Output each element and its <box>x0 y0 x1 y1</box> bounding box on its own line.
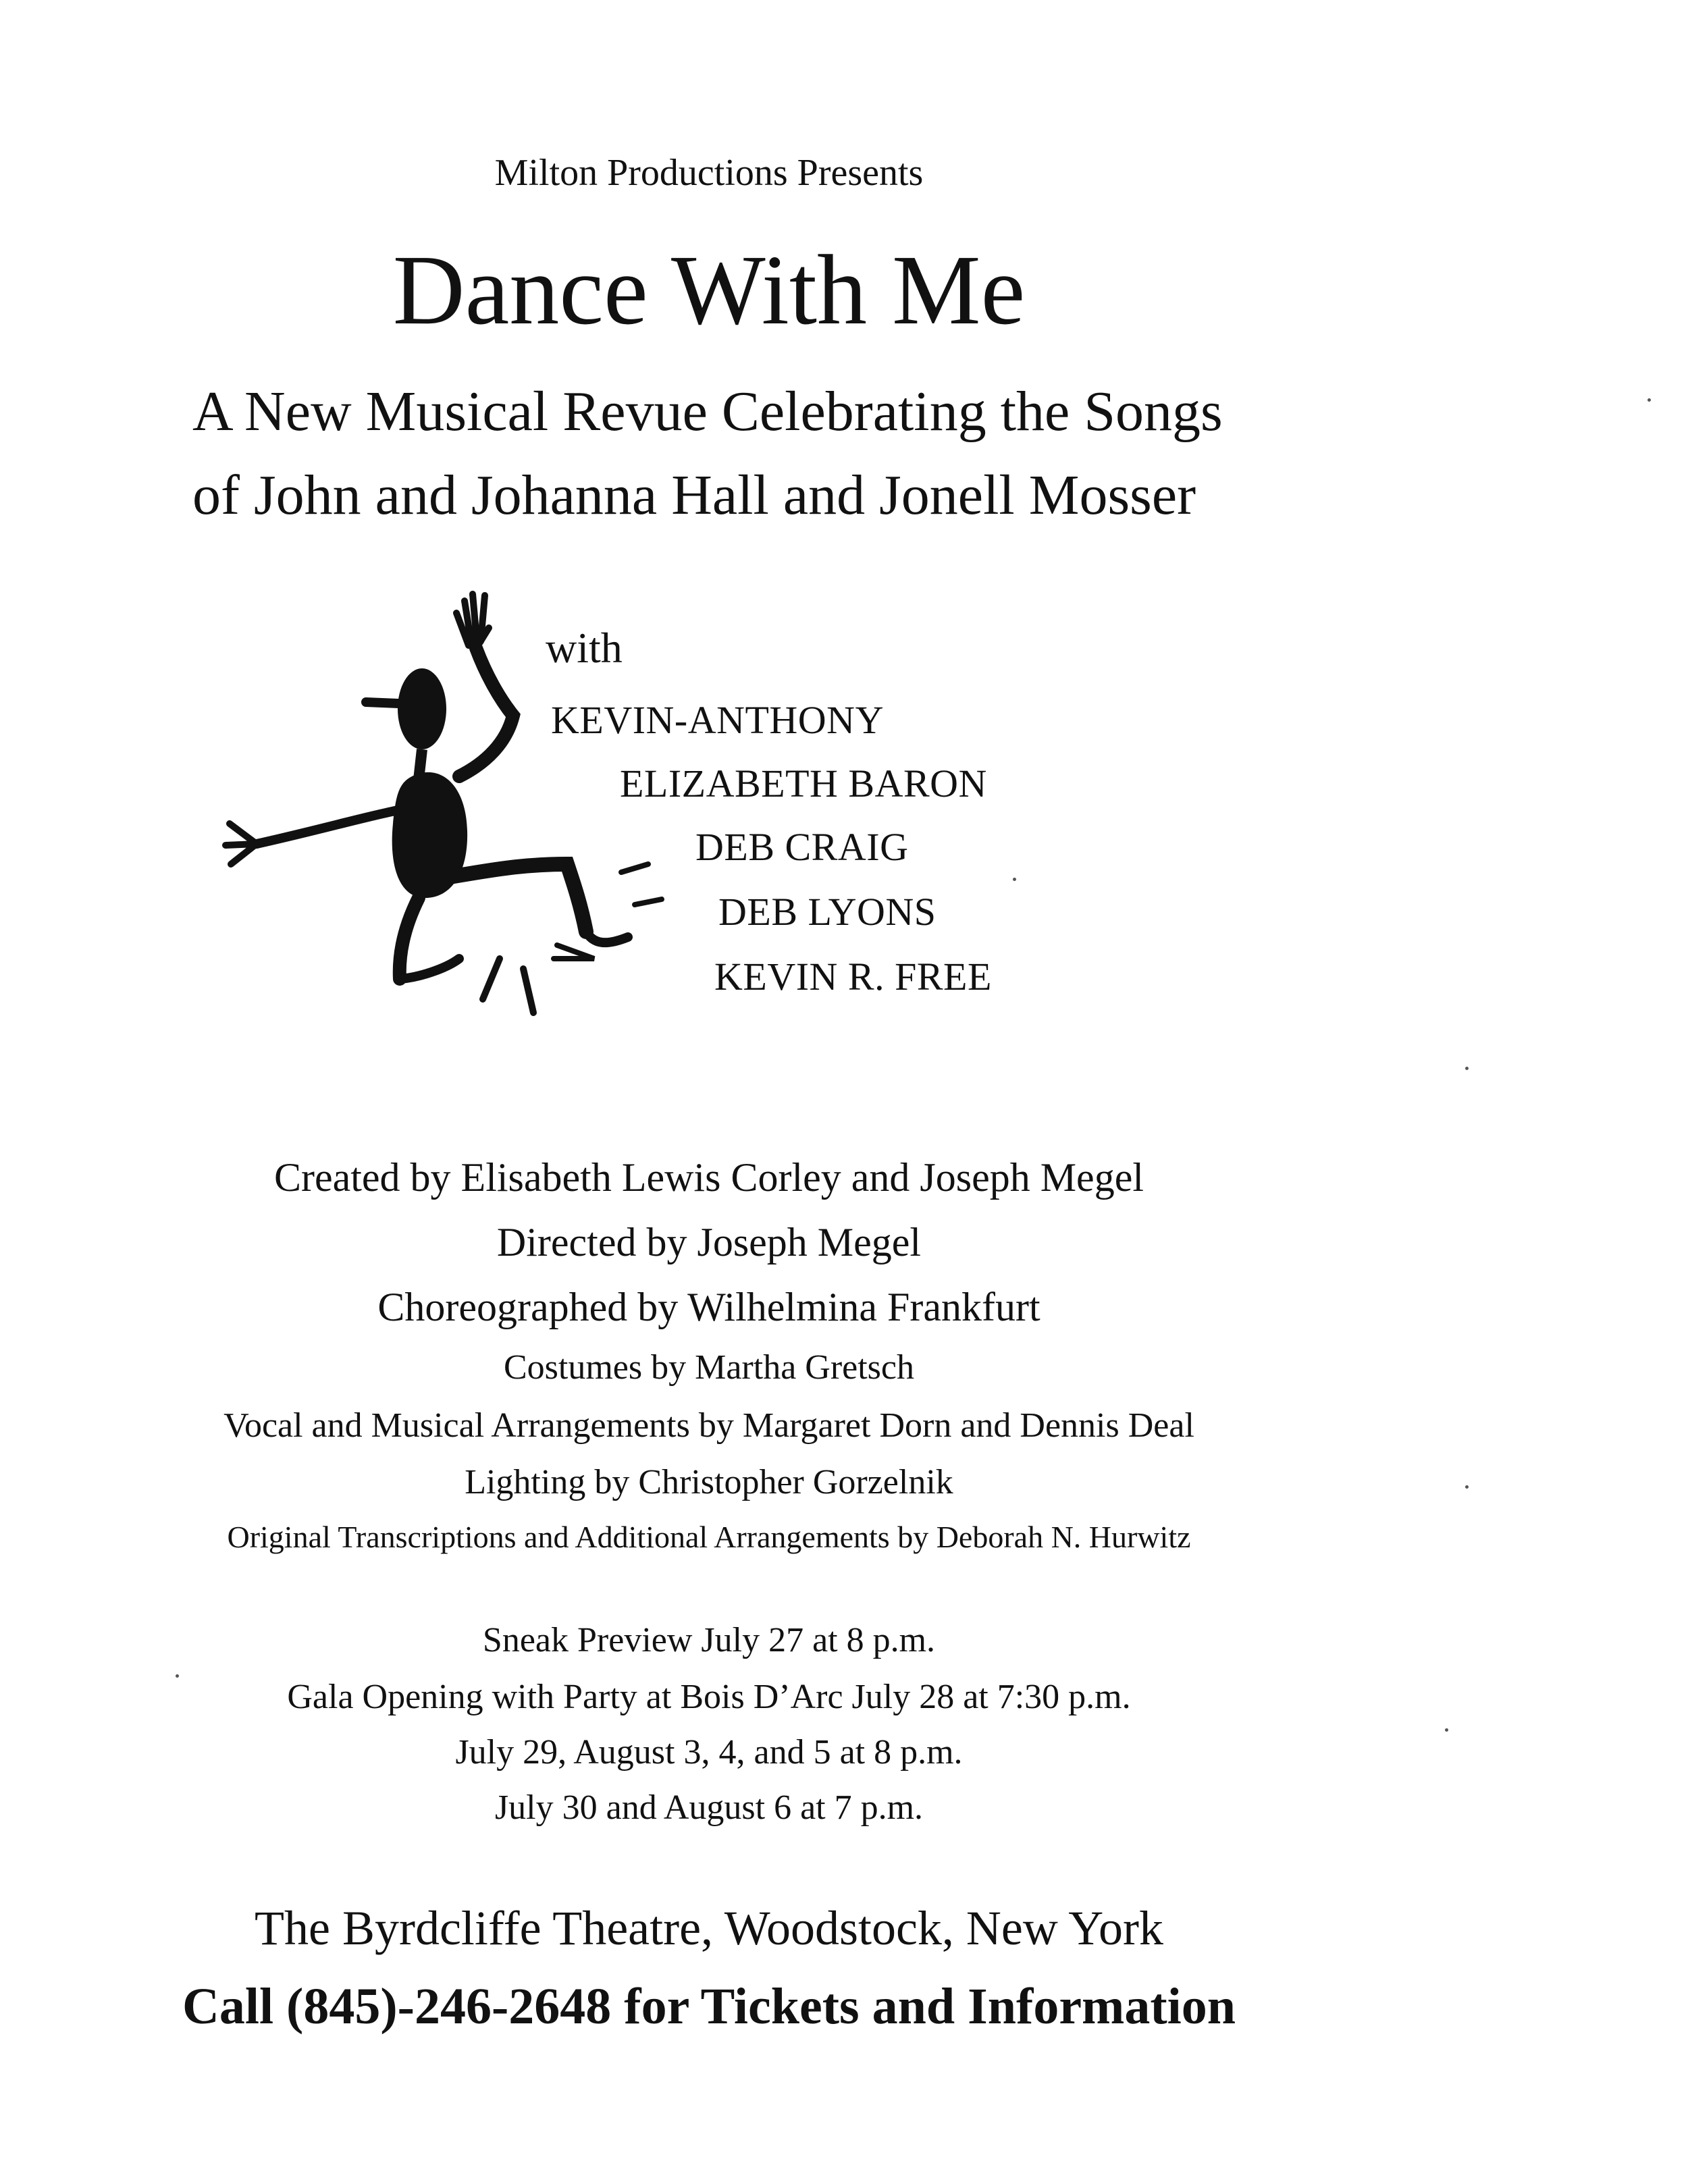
credit-line: Created by Elisabeth Lewis Corley and Joseph Megel <box>273 1155 1144 1200</box>
cast-member: KEVIN R. FREE <box>714 955 992 998</box>
venue-line: The Byrdcliffe Theatre, Woodstock, New York <box>255 1901 1163 1955</box>
scan-speck <box>1465 1067 1469 1070</box>
schedule-line: July 29, August 3, 4, and 5 at 8 p.m. <box>455 1733 963 1772</box>
cast-member: KEVIN-ANTHONY <box>551 698 884 742</box>
schedule-line: July 30 and August 6 at 7 p.m. <box>494 1788 924 1827</box>
ticket-call-line: Call (845)-246-2648 for Tickets and Information <box>182 1978 1236 2035</box>
scan-speck <box>1465 1485 1469 1489</box>
cast-member: ELIZABETH BARON <box>620 762 987 805</box>
show-title: Dance With Me <box>392 235 1026 346</box>
presenter-line: Milton Productions Presents <box>494 152 924 194</box>
subtitle-line-2: of John and Johanna Hall and Jonell Mosser <box>192 464 1196 527</box>
cast-member: DEB LYONS <box>718 890 937 934</box>
dancing-figure-icon <box>216 581 702 1053</box>
credit-line: Vocal and Musical Arrangements by Margaret Dorn and Dennis Deal <box>223 1406 1194 1445</box>
credit-line: Lighting by Christopher Gorzelnik <box>465 1463 953 1501</box>
schedule-line: Sneak Preview July 27 at 8 p.m. <box>482 1621 936 1659</box>
cast-member: DEB CRAIG <box>695 825 909 869</box>
scan-speck <box>1445 1728 1448 1732</box>
credit-line: Directed by Joseph Megel <box>496 1220 922 1264</box>
cast-label: with <box>546 624 623 672</box>
scan-speck <box>176 1674 179 1678</box>
credit-line: Original Transcriptions and Additional Arrangements by Deborah N. Hurwitz <box>227 1520 1191 1554</box>
scan-speck <box>1647 398 1651 402</box>
subtitle-line-1: A New Musical Revue Celebrating the Songs <box>192 380 1223 443</box>
credit-line: Choreographed by Wilhelmina Frankfurt <box>377 1285 1040 1329</box>
scan-speck <box>1013 878 1016 881</box>
credit-line: Costumes by Martha Gretsch <box>503 1348 914 1387</box>
schedule-line: Gala Opening with Party at Bois D’Arc July 28 at 7:30 p.m. <box>287 1678 1131 1716</box>
